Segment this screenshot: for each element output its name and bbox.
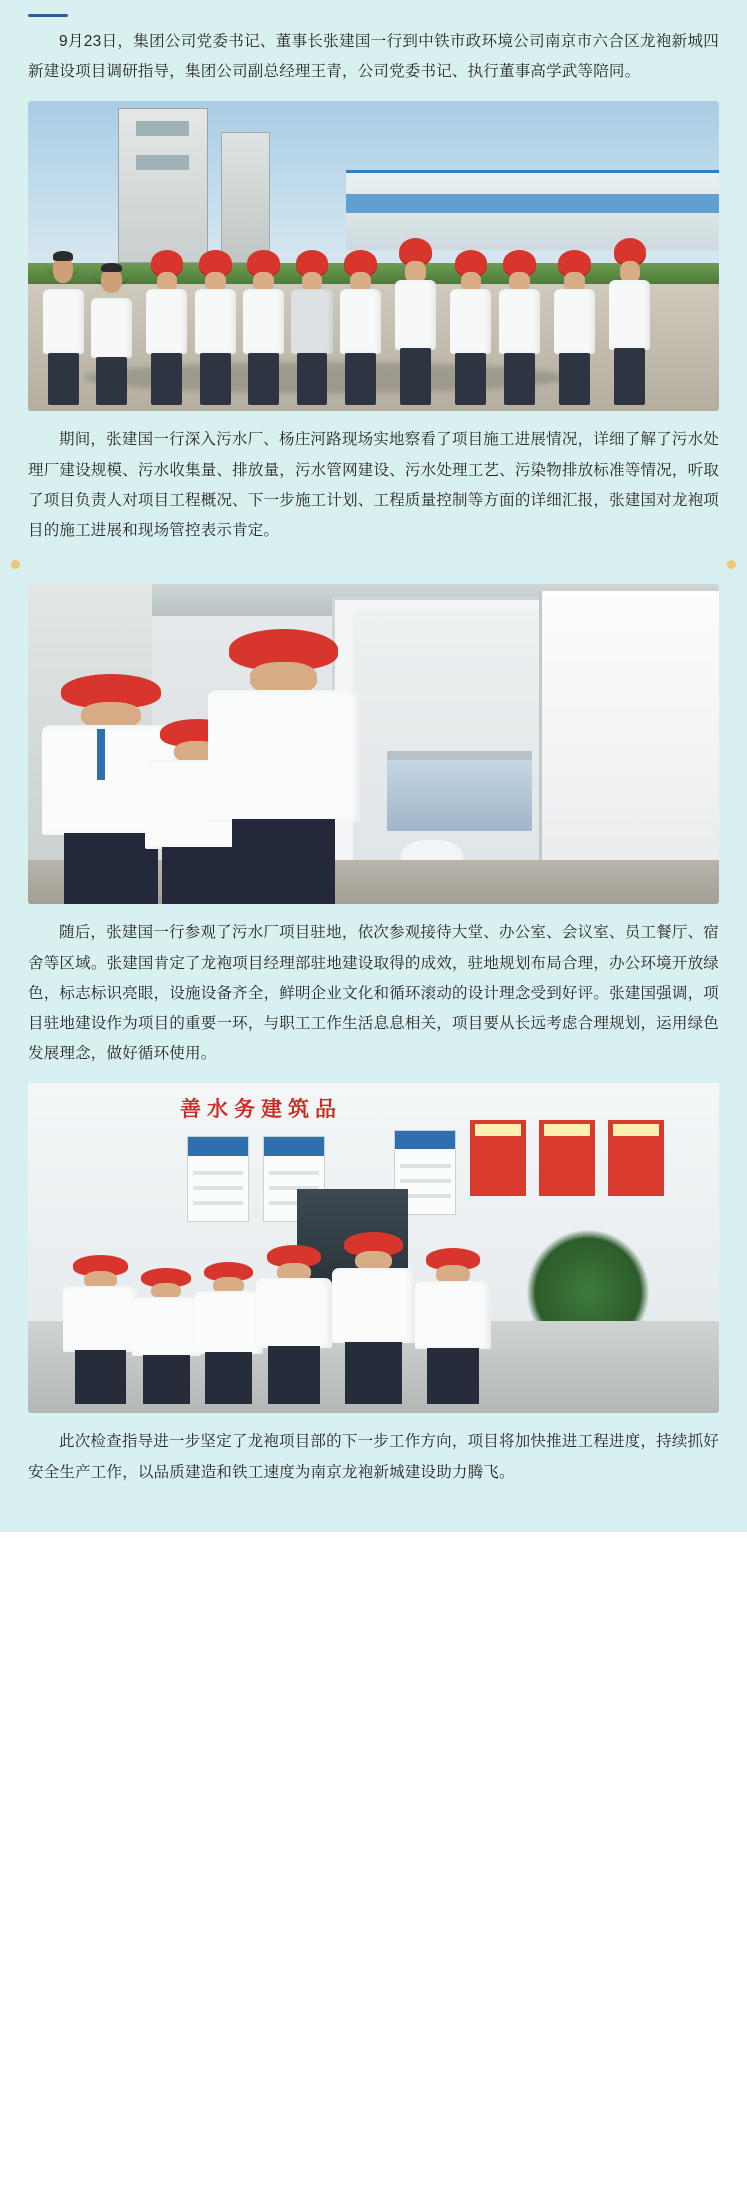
- photo1-person-body: [450, 289, 491, 354]
- lobby-walkthrough-photo: [28, 1083, 719, 1413]
- photo3-person-body: [332, 1268, 415, 1344]
- photo1-person-body: [340, 289, 381, 354]
- photo-3-wrapper: [28, 1083, 719, 1413]
- photo3-board-line: [193, 1171, 244, 1175]
- photo3-wall-slogan: 善水务建筑品: [180, 1097, 343, 1122]
- photo3-person: [63, 1255, 139, 1404]
- photo1-person: [450, 250, 493, 405]
- photo1-person: [145, 250, 188, 405]
- photo3-red-banner-title: [475, 1124, 521, 1136]
- photo-1-wrapper: [28, 101, 719, 411]
- photo2-person-body: [208, 690, 360, 822]
- top-divider-rule: [28, 14, 68, 17]
- photo3-person-body: [415, 1281, 491, 1349]
- photo2-dorm-room: [353, 610, 546, 879]
- photo1-person-legs: [345, 353, 376, 406]
- photo1-person: [553, 250, 596, 405]
- photo1-person-legs: [48, 353, 79, 406]
- photo1-person-legs: [151, 353, 182, 406]
- photo1-tower-structure: [118, 108, 208, 263]
- photo3-display-board: [187, 1136, 249, 1222]
- photo3-person-legs: [143, 1355, 190, 1404]
- photo1-person-body: [609, 280, 650, 350]
- paragraph-1: 9月23日，集团公司党委书记、董事长张建国一行到中铁市政环境公司南京市六合区龙袍新城四新建设项目调研指导，集团公司副总经理王青，公司党委书记、执行董事高学武等陪同。: [28, 33, 719, 81]
- photo1-person: [498, 250, 541, 405]
- paragraph-3: 随后，张建国一行参观了污水厂项目驻地，依次参观接待大堂、办公室、会议室、员工餐厅、宿舍等区域。张建国肯定了龙袍项目经理部驻地建设取得的成效，驻地规划布局合理，办公环境开放绿色，标志标识亮眼，设施设备齐全，鲜明企业文化和循环滚动的设计理念受到好评。张建国强调，项目驻地建设作为项目的重要一环，与职工工作生活息息相关，项目要从长远考虑合理规划，运用绿色发展理念，做好循环使用。: [28, 924, 719, 1063]
- photo1-person-legs: [559, 353, 590, 406]
- photo3-person-body: [194, 1291, 263, 1353]
- photo3-board-header: [264, 1137, 324, 1155]
- photo1-person-body: [395, 280, 436, 350]
- decorative-dot: [11, 560, 20, 569]
- photo2-person-legs: [232, 819, 335, 904]
- photo2-open-door-panel: [539, 591, 719, 898]
- photo1-person-body: [554, 289, 595, 354]
- photo3-red-banner: [470, 1120, 525, 1196]
- photo3-red-banner: [539, 1120, 594, 1196]
- photo3-person-body: [132, 1297, 201, 1357]
- photo1-person-legs: [200, 353, 231, 406]
- photo2-person-leader: [208, 629, 360, 904]
- photo3-person-legs: [345, 1342, 401, 1404]
- photo3-potted-plant: [526, 1229, 650, 1335]
- photo3-person-body: [256, 1278, 332, 1348]
- photo1-person-legs: [96, 357, 127, 405]
- photo3-board-header: [188, 1137, 248, 1155]
- photo-2-wrapper: [28, 584, 719, 904]
- photo1-person-legs: [400, 348, 431, 405]
- photo3-person: [256, 1245, 332, 1403]
- photo1-person: [194, 250, 237, 405]
- photo1-person-legs: [297, 353, 328, 406]
- photo1-person-legs: [248, 353, 279, 406]
- photo1-person: [42, 250, 85, 405]
- photo1-person-body: [91, 298, 132, 358]
- photo3-board-line: [193, 1186, 244, 1190]
- photo3-person-legs: [205, 1352, 252, 1403]
- photo1-person-legs: [504, 353, 535, 406]
- photo1-person-leader: [394, 238, 437, 405]
- photo1-person: [242, 250, 285, 405]
- photo1-person-body: [146, 289, 187, 354]
- photo3-person: [415, 1248, 491, 1403]
- photo1-building-band: [346, 194, 719, 213]
- photo1-person-body: [499, 289, 540, 354]
- photo3-red-banner-title: [544, 1124, 590, 1136]
- photo1-person-body: [291, 289, 332, 354]
- photo3-board-line: [400, 1179, 451, 1183]
- photo3-person-body: [63, 1286, 139, 1351]
- paragraph-4: 此次检查指导进一步坚定了龙袍项目部的下一步工作方向，项目将加快推进工程进度，持续抓好安全生产工作，以品质建造和铁工速度为南京龙袍新城建设助力腾飞。: [28, 1433, 719, 1481]
- photo3-red-banner-title: [613, 1124, 659, 1136]
- site-inspection-group-photo: [28, 101, 719, 411]
- photo3-red-banner: [608, 1120, 663, 1196]
- photo1-person-legs: [455, 353, 486, 406]
- photo1-person-body: [195, 289, 236, 354]
- photo1-person: [608, 238, 651, 405]
- photo1-person-body: [43, 289, 84, 354]
- photo3-board-line: [193, 1201, 244, 1205]
- photo3-person-leader: [332, 1232, 415, 1404]
- paragraph-2: 期间，张建国一行深入污水厂、杨庄河路现场实地察看了项目施工进展情况，详细了解了污水处理厂建设规模、污水收集量、排放量，污水管网建设、污水处理工艺、污染物排放标准等情况，听取了项目负责人对项目工程概况、下一步施工计划、工程质量控制等方面的详细汇报，张建国对龙袍项目的施工进展和现场管控表示肯定。: [28, 431, 719, 540]
- photo1-person: [339, 250, 382, 405]
- photo3-board-header: [395, 1131, 455, 1149]
- photo1-person-legs: [614, 348, 645, 405]
- photo3-person: [132, 1268, 201, 1403]
- photo2-person-legs: [64, 833, 158, 904]
- photo1-person-head: [53, 256, 74, 282]
- photo1-secondary-tower: [221, 132, 269, 262]
- decorative-dot-row: [0, 560, 747, 570]
- photo3-person: [194, 1262, 263, 1404]
- photo1-person: [291, 250, 334, 405]
- photo1-person: [90, 263, 133, 406]
- decorative-dot: [727, 560, 736, 569]
- photo1-person-head: [101, 268, 122, 292]
- dormitory-inspection-photo: [28, 584, 719, 904]
- photo3-board-line: [400, 1164, 451, 1168]
- photo2-bed: [387, 760, 532, 830]
- photo2-lanyard: [97, 729, 105, 780]
- photo3-person-legs: [268, 1346, 320, 1403]
- photo3-person-legs: [75, 1350, 127, 1403]
- photo3-person-legs: [427, 1348, 479, 1404]
- photo3-board-line: [269, 1171, 320, 1175]
- photo1-person-body: [243, 289, 284, 354]
